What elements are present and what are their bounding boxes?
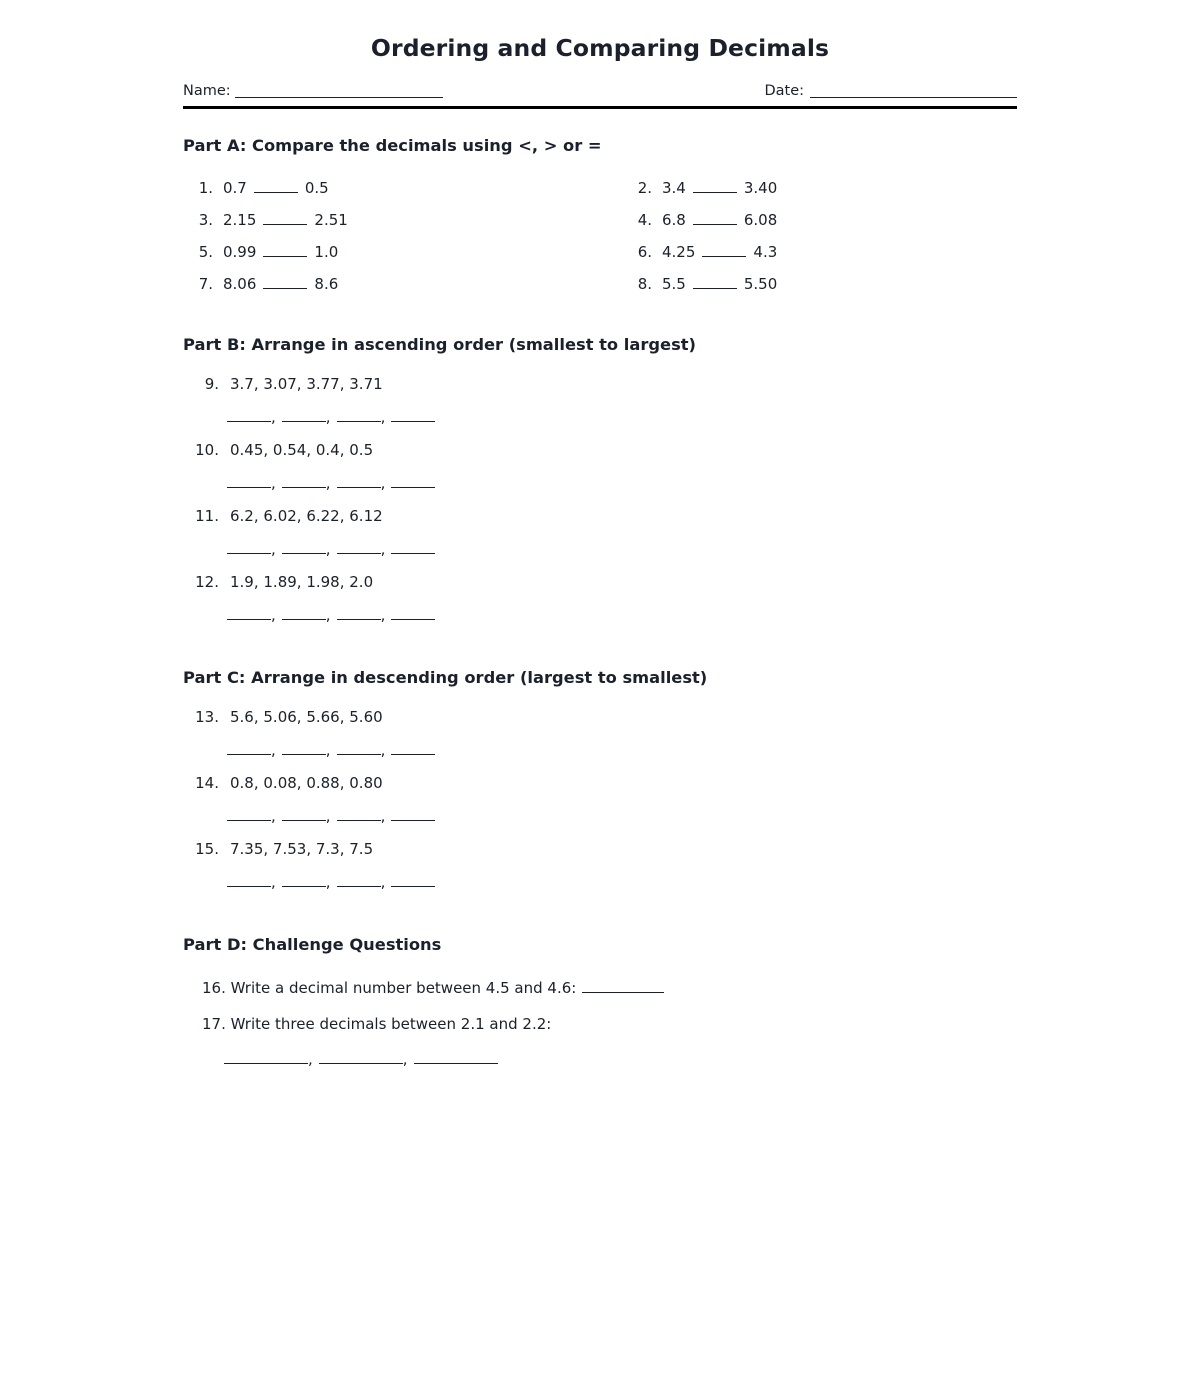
ordering-values: 3.7, 3.07, 3.77, 3.71 — [230, 375, 383, 393]
separator-comma: , — [271, 606, 276, 624]
question-16-text: 16. Write a decimal number between 4.5 and 4.6: — [202, 979, 577, 997]
question-row — [183, 204, 622, 236]
answer-blank[interactable] — [414, 1051, 498, 1064]
challenge-question-17 — [183, 1006, 1017, 1042]
question-number: 9. — [204, 375, 219, 393]
separator-comma: , — [271, 807, 276, 825]
list-item — [183, 500, 1017, 566]
answer-blanks-row — [183, 466, 1017, 500]
ordering-question — [183, 833, 1017, 865]
ordering-values: 6.2, 6.02, 6.22, 6.12 — [230, 507, 383, 525]
question-row — [622, 268, 1017, 300]
list-item — [183, 566, 1017, 632]
answer-blanks-row — [183, 400, 1017, 434]
separator-comma: , — [380, 807, 386, 825]
date-field[interactable] — [764, 83, 1017, 99]
ordering-question — [183, 434, 1017, 466]
part-d-items — [183, 970, 1017, 1076]
right-value: 8.6 — [314, 275, 339, 293]
right-value: 3.40 — [743, 179, 778, 197]
question-row — [622, 204, 1017, 236]
answer-blank[interactable] — [391, 808, 435, 821]
answer-blank[interactable] — [337, 409, 381, 422]
answer-blank[interactable] — [227, 808, 271, 821]
left-value: 3.4 — [662, 179, 686, 197]
ordering-values: 5.6, 5.06, 5.66, 5.60 — [230, 708, 383, 726]
separator-comma: , — [271, 540, 276, 558]
list-item — [183, 434, 1017, 500]
separator-comma: , — [325, 873, 331, 891]
answer-blanks-row — [183, 865, 1017, 899]
answer-blanks-row — [183, 598, 1017, 632]
left-value: 4.25 — [662, 243, 696, 261]
separator-comma: , — [271, 873, 276, 891]
question-number: 15. — [195, 840, 219, 858]
answer-blank[interactable] — [227, 742, 271, 755]
left-value: 6.8 — [662, 211, 686, 229]
part-b-heading: Part B: Arrange in ascending order (smallest to largest) — [183, 335, 696, 354]
separator-comma: , — [402, 1050, 408, 1068]
answer-blank[interactable] — [227, 409, 271, 422]
part-c-items — [183, 701, 1017, 899]
ordering-values: 7.35, 7.53, 7.3, 7.5 — [230, 840, 374, 858]
question-row — [183, 236, 622, 268]
question-number: 7. — [198, 275, 213, 293]
part-d-heading: Part D: Challenge Questions — [183, 935, 442, 954]
separator-comma: , — [380, 741, 386, 759]
list-item — [183, 767, 1017, 833]
part-a-items — [183, 172, 1017, 300]
comparison-blank[interactable] — [263, 275, 307, 289]
answer-blank[interactable] — [337, 874, 381, 887]
answer-blank[interactable] — [391, 541, 435, 554]
answer-blanks-row — [183, 799, 1017, 833]
answer-blank[interactable] — [227, 475, 271, 488]
right-value: 4.3 — [753, 243, 778, 261]
answer-blank[interactable] — [227, 874, 271, 887]
right-value: 0.5 — [304, 179, 329, 197]
date-label: Date: — [764, 83, 804, 99]
answer-blanks-row — [183, 532, 1017, 566]
name-date-row — [183, 83, 1017, 99]
question-17-answer-blanks — [183, 1042, 1017, 1076]
ordering-question — [183, 566, 1017, 598]
comparison-blank[interactable] — [263, 211, 307, 225]
name-label: Name: — [183, 83, 231, 99]
answer-blank[interactable] — [282, 874, 326, 887]
part-c-heading: Part C: Arrange in descending order (largest to smallest) — [183, 668, 708, 687]
comparison-blank[interactable] — [693, 211, 737, 225]
separator-comma: , — [308, 1050, 313, 1068]
question-number: 13. — [195, 708, 219, 726]
comparison-blank[interactable] — [693, 275, 737, 289]
question-number: 5. — [198, 243, 213, 261]
answer-blank[interactable] — [227, 607, 271, 620]
question-row — [183, 172, 622, 204]
separator-comma: , — [325, 606, 331, 624]
worksheet-content — [183, 0, 1017, 1076]
part-b-items — [183, 368, 1017, 632]
answer-blank[interactable] — [391, 742, 435, 755]
separator-comma: , — [380, 408, 386, 426]
right-value: 5.50 — [743, 275, 778, 293]
separator-comma: , — [325, 474, 331, 492]
separator-comma: , — [271, 474, 276, 492]
list-item — [183, 833, 1017, 899]
answer-blank[interactable] — [282, 742, 326, 755]
page-title: Ordering and Comparing Decimals — [370, 34, 830, 62]
ordering-question — [183, 368, 1017, 400]
answer-blank[interactable] — [282, 607, 326, 620]
left-value: 0.99 — [223, 243, 257, 261]
answer-blanks-row — [183, 733, 1017, 767]
right-value: 6.08 — [743, 211, 778, 229]
answer-blank[interactable] — [337, 475, 381, 488]
question-row — [183, 268, 622, 300]
ordering-values: 1.9, 1.89, 1.98, 2.0 — [230, 573, 374, 591]
answer-blank[interactable] — [337, 808, 381, 821]
right-value: 1.0 — [314, 243, 339, 261]
comparison-blank[interactable] — [693, 179, 737, 193]
ordering-values: 0.45, 0.54, 0.4, 0.5 — [230, 441, 374, 459]
question-number: 10. — [195, 441, 219, 459]
comparison-blank[interactable] — [254, 179, 298, 193]
comparison-blank[interactable] — [702, 243, 746, 257]
question-number: 6. — [637, 243, 652, 261]
question-number: 3. — [198, 211, 213, 229]
left-value: 5.5 — [662, 275, 686, 293]
separator-comma: , — [325, 408, 331, 426]
ordering-question — [183, 767, 1017, 799]
separator-comma: , — [325, 741, 331, 759]
separator-comma: , — [271, 741, 276, 759]
question-number: 14. — [195, 774, 219, 792]
name-field[interactable] — [183, 83, 443, 99]
question-number: 8. — [637, 275, 652, 293]
separator-comma: , — [271, 408, 276, 426]
question-17-text: 17. Write three decimals between 2.1 and 2.2: — [202, 1015, 552, 1033]
question-number: 12. — [195, 573, 219, 591]
separator-comma: , — [325, 540, 331, 558]
header-divider — [183, 106, 1017, 109]
answer-blank[interactable] — [224, 1051, 308, 1064]
answer-blank[interactable] — [582, 980, 664, 993]
left-value: 0.7 — [223, 179, 247, 197]
separator-comma: , — [380, 873, 386, 891]
right-value: 2.51 — [314, 211, 348, 229]
question-number: 1. — [198, 179, 213, 197]
ordering-values: 0.8, 0.08, 0.88, 0.80 — [230, 774, 383, 792]
answer-blank[interactable] — [391, 409, 435, 422]
answer-blank[interactable] — [282, 541, 326, 554]
question-number: 4. — [637, 211, 652, 229]
challenge-question-16 — [183, 970, 1017, 1006]
answer-blank[interactable] — [337, 541, 381, 554]
ordering-question — [183, 701, 1017, 733]
answer-blank[interactable] — [337, 742, 381, 755]
answer-blank[interactable] — [227, 541, 271, 554]
answer-blank[interactable] — [337, 607, 381, 620]
date-blank-line[interactable] — [810, 97, 1017, 98]
list-item — [183, 368, 1017, 434]
separator-comma: , — [380, 606, 386, 624]
question-row — [622, 236, 1017, 268]
answer-blank[interactable] — [391, 475, 435, 488]
ordering-question — [183, 500, 1017, 532]
question-number: 11. — [195, 507, 219, 525]
answer-blank[interactable] — [391, 607, 435, 620]
question-row — [622, 172, 1017, 204]
answer-blank[interactable] — [319, 1051, 403, 1064]
answer-blank[interactable] — [282, 808, 326, 821]
answer-blank[interactable] — [391, 874, 435, 887]
name-blank-line[interactable] — [235, 97, 443, 98]
separator-comma: , — [325, 807, 331, 825]
part-a-heading: Part A: Compare the decimals using <, > or = — [183, 136, 602, 155]
answer-blank[interactable] — [282, 409, 326, 422]
list-item — [183, 701, 1017, 767]
separator-comma: , — [380, 540, 386, 558]
question-number: 2. — [637, 179, 652, 197]
left-value: 8.06 — [223, 275, 257, 293]
left-value: 2.15 — [223, 211, 257, 229]
comparison-blank[interactable] — [263, 243, 307, 257]
answer-blank[interactable] — [282, 475, 326, 488]
separator-comma: , — [380, 474, 386, 492]
